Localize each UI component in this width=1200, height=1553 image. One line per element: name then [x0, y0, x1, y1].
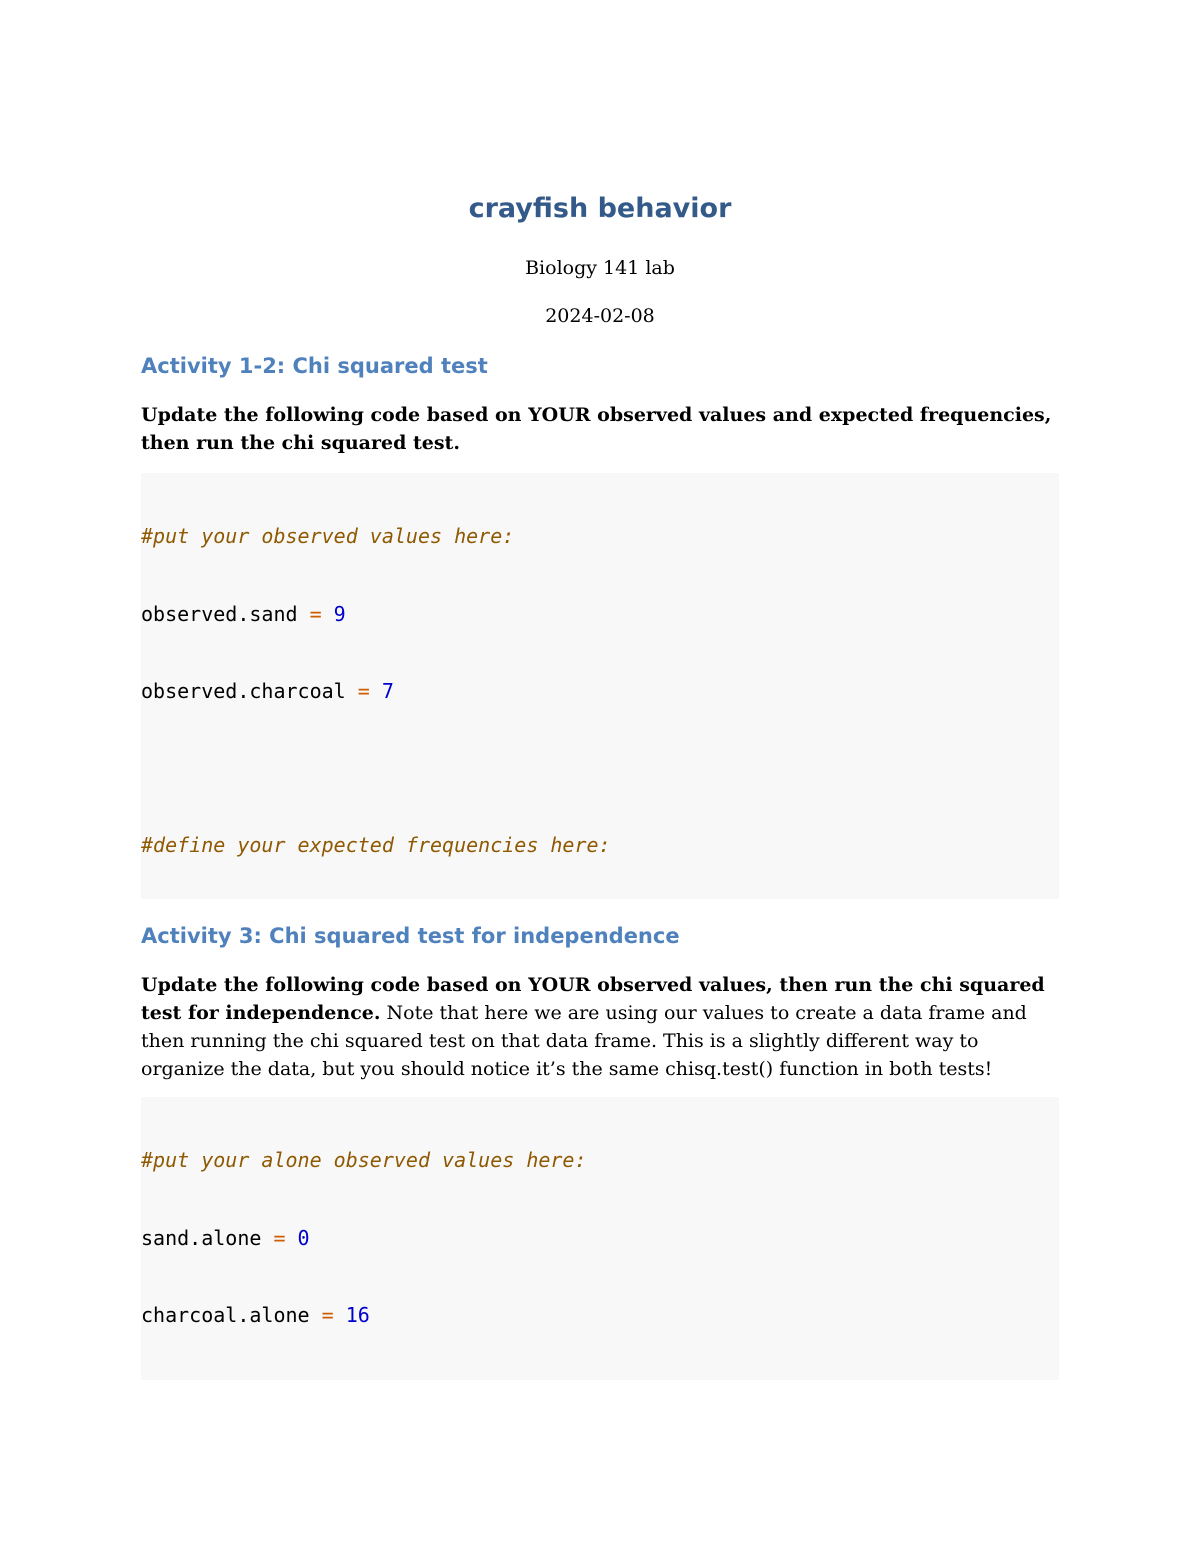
section2-instruction-text: Note that here we are using our values to create a data frame and then running the chi squared test on that data frame. This is a slightly different way to organize the data, but you should notice it’s the same chisq.test() function in both tests! — [141, 1002, 1027, 1080]
code-comment: #put your alone observed values here: — [141, 1148, 587, 1173]
code-number: 7 — [381, 678, 394, 703]
code-variable: observed.charcoal — [141, 678, 346, 703]
code-operator: = — [261, 1225, 298, 1250]
code-block-chisq — [141, 473, 1059, 899]
section2-instruction-bold: Update the following code based on YOUR observed values, then run the chi squared test for independence. — [141, 974, 1045, 1024]
code-line — [141, 1148, 1059, 1174]
code-line — [141, 524, 1059, 550]
section-heading-activity-1-2: Activity 1-2: Chi squared test — [141, 354, 488, 378]
code-operator: = — [345, 678, 382, 703]
code-number: 16 — [345, 1302, 370, 1327]
document-date: 2024-02-08 — [545, 305, 655, 327]
code-operator: = — [309, 1302, 346, 1327]
code-line — [141, 833, 1059, 859]
code-number: 9 — [333, 601, 346, 626]
code-comment: #put your observed values here: — [141, 524, 515, 549]
code-variable: sand.alone — [141, 1225, 262, 1250]
section1-instruction-bold: Update the following code based on YOUR observed values and expected frequencies, then run the chi squared test. — [141, 404, 1052, 454]
code-variable: charcoal.alone — [141, 1302, 310, 1327]
code-line — [141, 1226, 1059, 1252]
code-comment: #define your expected frequencies here: — [141, 832, 611, 857]
code-number: 0 — [297, 1225, 310, 1250]
code-variable: observed.sand — [141, 601, 298, 626]
code-line — [141, 679, 1059, 705]
document-title: crayfish behavior — [468, 193, 732, 224]
code-line — [141, 602, 1059, 628]
code-line — [141, 1303, 1059, 1329]
section1-instruction — [141, 401, 1059, 457]
section-heading-activity-3: Activity 3: Chi squared test for independence — [141, 924, 680, 948]
code-operator: = — [297, 601, 334, 626]
section2-instruction — [141, 971, 1059, 1083]
code-line-blank — [141, 756, 1059, 782]
code-block-dataframe — [141, 1097, 1059, 1380]
document-author: Biology 141 lab — [525, 257, 675, 279]
